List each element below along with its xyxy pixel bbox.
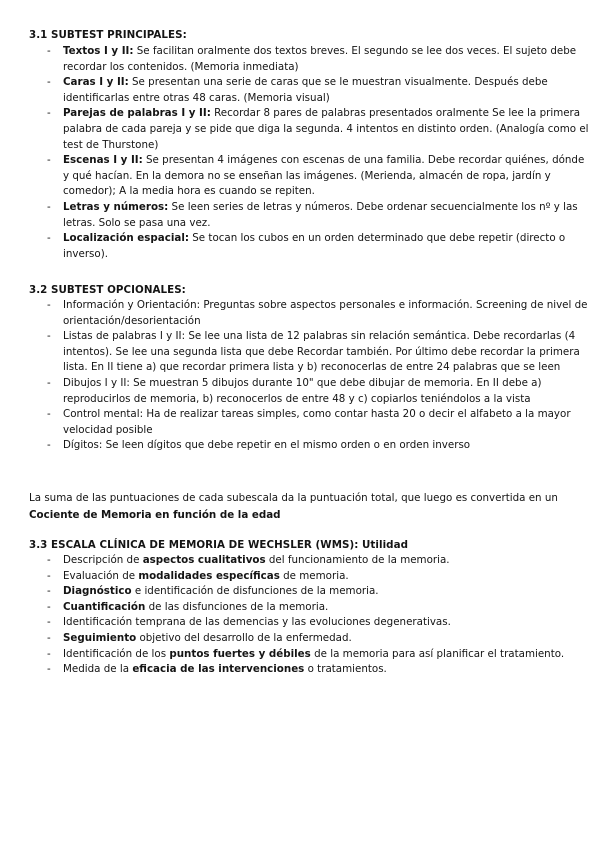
item-text: Medida de la bbox=[63, 663, 133, 676]
section-3-1-title: 3.1 SUBTEST PRINCIPALES: bbox=[29, 29, 187, 41]
list-item: - Listas de palabras I y II: Se lee una lista de 12 palabras sin relación semántica. Debe recordarlas (4 intentos). Se lee una segunda lista que debe Recordar también. Por último debe recordar la primera lista. En II tiene a) que recordar primera lista y b) reconocerlas de entre 24 palabras que se leen bbox=[47, 330, 580, 374]
item-emphasis: eficacia de las intervenciones bbox=[132, 663, 305, 676]
list-item: - Evaluación de modalidades específicas de memoria. bbox=[47, 569, 349, 582]
list-item: - Medida de la eficacia de las intervenciones o tratamientos. bbox=[47, 663, 387, 676]
item-text: Identificación de los bbox=[63, 647, 170, 660]
item-term: Letras y números: bbox=[63, 200, 169, 213]
item-text: del funcionamiento de la memoria. bbox=[265, 554, 450, 566]
item-description: Se leen series de letras y números. Debe ordenar secuencialmente los nº y las letras. Solo se pasa una vez. bbox=[63, 200, 578, 229]
item-text: de memoria. bbox=[279, 569, 349, 582]
item-text: de las disfunciones de la memoria. bbox=[145, 600, 329, 613]
list-item: - Control mental: Ha de realizar tareas simples, como contar hasta 20 o decir el alfabeto a la mayor velocidad posible bbox=[47, 408, 571, 436]
item-description: Se tocan los cubos en un orden determinado que debe repetir (directo o inverso). bbox=[63, 232, 566, 260]
list-item: - Localización espacial: Se tocan los cubos en un orden determinado que debe repetir (directo o inverso). bbox=[47, 232, 566, 260]
item-text: objetivo del desarrollo de la enfermedad. bbox=[136, 631, 352, 644]
list-item: - Caras I y II: Se presentan una serie de caras que se le muestran visualmente. Después debe identificarlas entre otras 48 caras. (Memoria visual) bbox=[47, 76, 548, 104]
item-text: de la memoria para así planificar el tratamiento. bbox=[310, 647, 565, 660]
list-item: - Seguimiento objetivo del desarrollo de la enfermedad. bbox=[47, 631, 352, 644]
section-3-1-list bbox=[29, 44, 589, 262]
summary-paragraph bbox=[29, 490, 569, 523]
item-term: Caras I y II: bbox=[63, 76, 129, 89]
section-3-2-list bbox=[29, 298, 589, 454]
item-text: Dibujos I y II: Se muestran 5 dibujos durante 10" que debe dibujar de memoria. En II debe a) reproducirlos de memoria, b) reconocerlos de entre 48 y c) copiarlos teniéndolos a la vista bbox=[63, 376, 542, 405]
list-item: - Parejas de palabras I y II: Recordar 8 pares de palabras presentados oralmente Se lee la primera palabra de cada pareja y se pide que diga la segunda. 4 intentos en distinto orden. (Analogía como el test de Thurstone) bbox=[47, 107, 589, 151]
item-term: Localización espacial: bbox=[63, 232, 189, 245]
item-emphasis: puntos fuertes y débiles bbox=[169, 647, 311, 660]
item-term: Textos I y II: bbox=[63, 45, 134, 57]
section-3-2-title: 3.2 SUBTEST OPCIONALES: bbox=[29, 284, 186, 296]
item-text: Dígitos: Se leen dígitos que debe repetir en el mismo orden o en orden inverso bbox=[63, 439, 471, 452]
section-3-3-title: 3.3 ESCALA CLÍNICA DE MEMORIA DE WECHSLER (WMS): Utilidad bbox=[29, 539, 408, 551]
item-emphasis: Diagnóstico bbox=[63, 585, 132, 598]
item-text: Descripción de bbox=[63, 554, 143, 566]
item-text: Control mental: Ha de realizar tareas simples, como contar hasta 20 o decir el alfabeto a la mayor velocidad posible bbox=[63, 408, 571, 436]
list-item: - Identificación temprana de las demencias y las evoluciones degenerativas. bbox=[47, 616, 451, 629]
item-description: Se presentan una serie de caras que se le muestran visualmente. Después debe identificarlas entre otras 48 caras. (Memoria visual) bbox=[63, 76, 548, 104]
item-term: Parejas de palabras I y II: bbox=[63, 107, 211, 120]
list-item: - Información y Orientación: Preguntas sobre aspectos personales e información. Screening de nivel de orientación/desorientación bbox=[47, 299, 588, 327]
item-text: Listas de palabras I y II: Se lee una lista de 12 palabras sin relación semántica. Debe recordarlas (4 intentos). Se lee una segunda lista que debe Recordar también. Por último debe recordar la primera lista. En II tiene a) que recordar primera lista y b) reconocerlas de entre 24 palabras que se leen bbox=[63, 330, 580, 374]
summary-emphasis: Cociente de Memoria en función de la edad bbox=[29, 508, 281, 521]
list-item: - Cuantificación de las disfunciones de la memoria. bbox=[47, 600, 329, 613]
item-emphasis: modalidades específicas bbox=[138, 569, 280, 582]
list-item: - Diagnóstico e identificación de disfunciones de la memoria. bbox=[47, 585, 379, 598]
item-term: Escenas I y II: bbox=[63, 154, 143, 167]
item-emphasis: aspectos cualitativos bbox=[142, 554, 266, 566]
list-item: - Descripción de aspectos cualitativos del funcionamiento de la memoria. bbox=[47, 554, 450, 566]
item-emphasis: Seguimiento bbox=[63, 631, 137, 644]
section-3-3-list bbox=[29, 553, 589, 678]
item-description: Se presentan 4 imágenes con escenas de una familia. Debe recordar quiénes, dónde y qué hacían. En la demora no se enseñan las imágenes. (Merienda, almacén de ropa, jardín y comedor); A la media hora es cuando se repiten. bbox=[63, 154, 585, 198]
list-item: - Identificación de los puntos fuertes y débiles de la memoria para así planificar el tratamiento. bbox=[47, 647, 565, 660]
item-text: Información y Orientación: Preguntas sobre aspectos personales e información. Screening de nivel de orientación/desorientación bbox=[63, 299, 588, 327]
item-text: e identificación de disfunciones de la memoria. bbox=[131, 585, 379, 598]
item-text: Identificación temprana de las demencias y las evoluciones degenerativas. bbox=[63, 616, 451, 629]
item-emphasis: Cuantificación bbox=[63, 600, 146, 613]
item-description: Recordar 8 pares de palabras presentados oralmente Se lee la primera palabra de cada pareja y se pide que diga la segunda. 4 intentos en distinto orden. (Analogía como el test de Thurstone) bbox=[63, 107, 589, 151]
list-item: - Dibujos I y II: Se muestran 5 dibujos durante 10" que debe dibujar de memoria. En II debe a) reproducirlos de memoria, b) reconocerlos de entre 48 y c) copiarlos teniéndolos a la vista bbox=[47, 376, 542, 405]
list-item: - Escenas I y II: Se presentan 4 imágenes con escenas de una familia. Debe recordar quiénes, dónde y qué hacían. En la demora no se enseñan las imágenes. (Merienda, almacén de ropa, jardín y comedor); A la media hora es cuando se repiten. bbox=[47, 154, 585, 198]
item-description: Se facilitan oralmente dos textos breves. El segundo se lee dos veces. El sujeto debe recordar los contenidos. (Memoria inmediata) bbox=[63, 45, 577, 73]
list-item: - Textos I y II: Se facilitan oralmente dos textos breves. El segundo se lee dos veces. El sujeto debe recordar los contenidos. (Memoria inmediata) bbox=[47, 45, 577, 73]
list-item: - Dígitos: Se leen dígitos que debe repetir en el mismo orden o en orden inverso bbox=[47, 439, 471, 452]
list-item: - Letras y números: Se leen series de letras y números. Debe ordenar secuencialmente los nº y las letras. Solo se pasa una vez. bbox=[47, 200, 578, 229]
summary-text: La suma de las puntuaciones de cada subescala da la puntuación total, que luego es convertida en un bbox=[29, 492, 558, 504]
item-text: o tratamientos. bbox=[304, 663, 387, 676]
item-text: Evaluación de bbox=[63, 569, 139, 582]
